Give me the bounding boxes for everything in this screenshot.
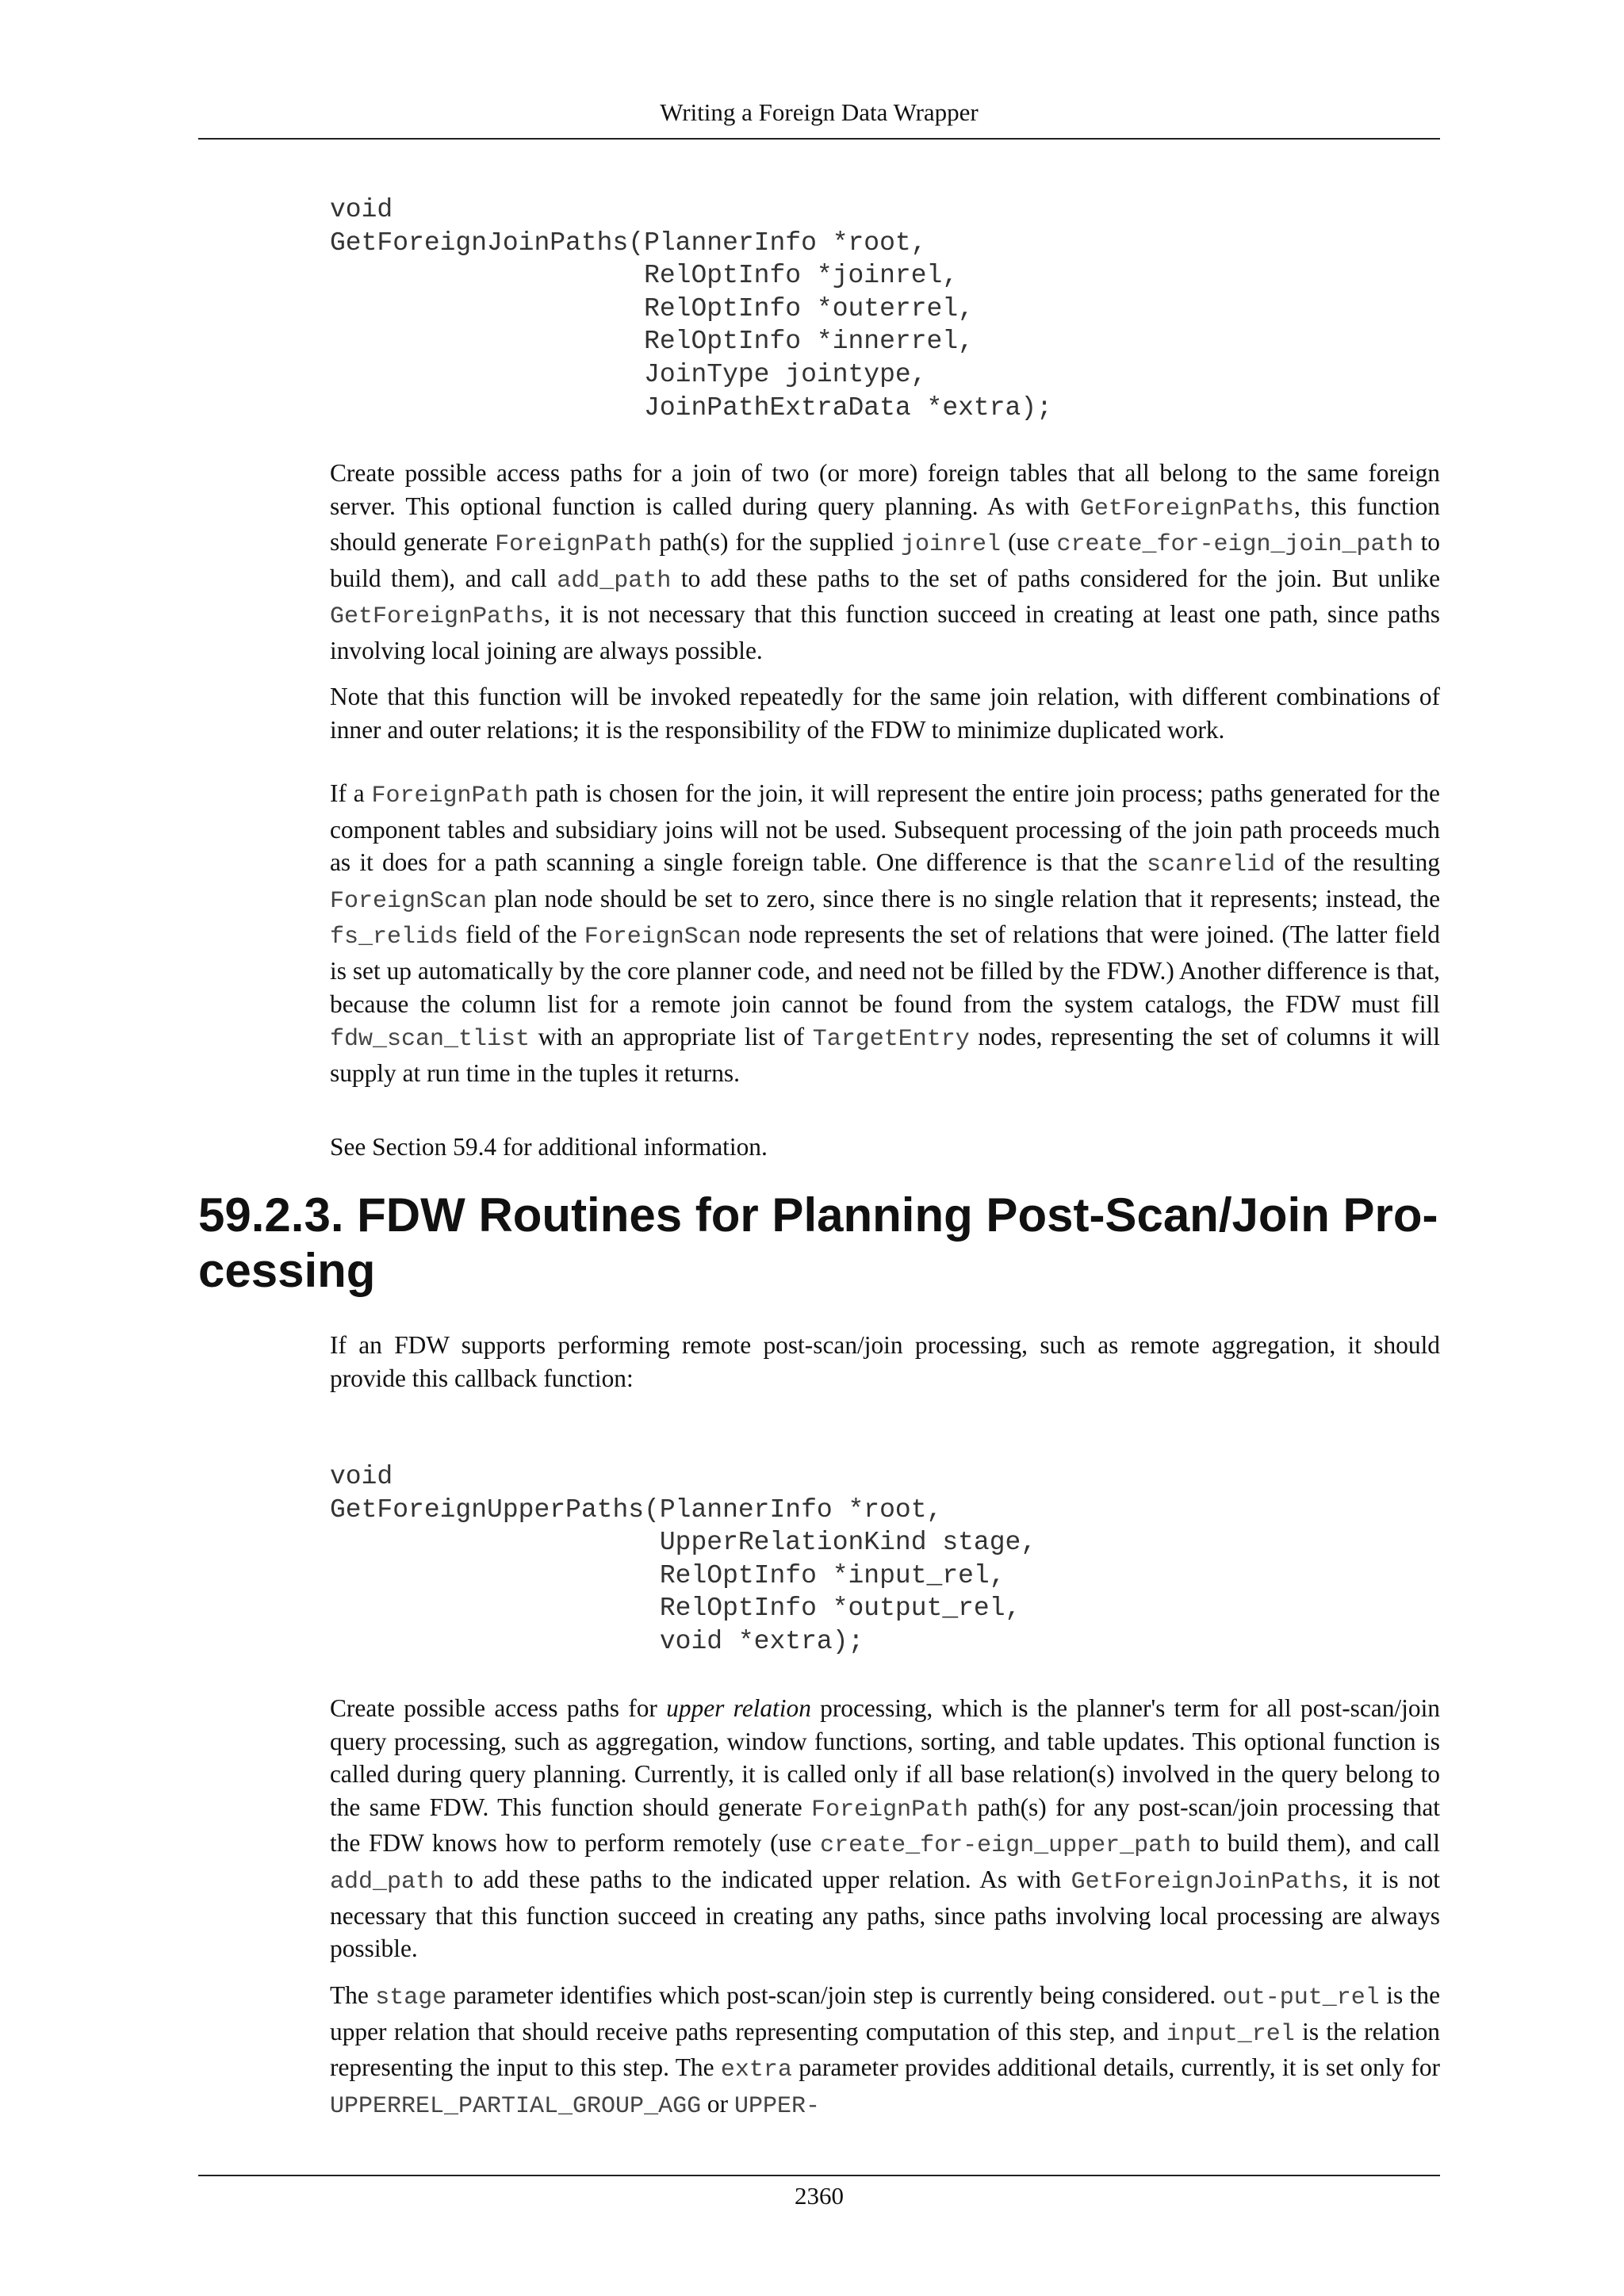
inline-code: ForeignScan: [330, 887, 488, 915]
code-line: GetForeignJoinPaths(PlannerInfo *root,: [330, 228, 927, 258]
text-run: path(s) for any post-scan/join processing that the FDW knows how to perform remotely (use: [330, 1793, 1440, 1858]
inline-code: add_path: [557, 567, 672, 595]
paragraph-text: [330, 1692, 1440, 1965]
code-line: GetForeignUpperPaths(PlannerInfo *root,: [330, 1494, 943, 1525]
paragraph-text: [330, 777, 1440, 1089]
text-run: parameter provides additional details, currently, it is set only for: [791, 2053, 1441, 2082]
code-line: void: [330, 195, 393, 224]
section-heading: 59.2.3. FDW Routines for Planning Post-Scan/Join Processing: [198, 1188, 1438, 1297]
code-line: void: [330, 1462, 393, 1491]
inline-code: GetForeignPaths: [330, 603, 545, 631]
paragraph-repeated-invocation: [330, 680, 1440, 746]
text-run: nodes, representing the set of columns it will supply at run time in the tuples it returns.: [330, 1023, 1440, 1087]
code-line: RelOptInfo *input_rel,: [330, 1560, 1005, 1590]
code-signature-getforeignjoinpaths: [330, 193, 1440, 424]
inline-code: UPPERREL_PARTIAL_GROUP_AGG: [330, 2092, 702, 2120]
inline-code: ForeignPath: [495, 531, 653, 559]
text-run: path is chosen for the join, it will represent the entire join process; paths generated for the component tables and subsidiary joins will not be used. Subsequent processing of the join path proceeds much as it does for a path scanning a single foreign table. One difference is that the: [330, 779, 1440, 877]
text-run: to add these paths to the indicated upper relation. As with: [444, 1865, 1071, 1893]
inline-code: UPPER-: [733, 2092, 820, 2120]
text-run: field of the: [458, 920, 584, 949]
text-run: or: [701, 2089, 734, 2118]
inline-code: ForeignPath: [371, 783, 529, 809]
paragraph-text: Note that this function will be invoked repeatedly for the same join relation, with different combinations of inner and outer relations; it is the responsibility of the FDW to minimize duplicated work.: [330, 683, 1440, 744]
code-block-upper-paths: [330, 1460, 1440, 1659]
inline-code: joinrel: [900, 531, 1002, 559]
code-line: RelOptInfo *innerrel,: [330, 327, 974, 357]
inline-code: ForeignPath: [811, 1796, 969, 1823]
running-header: Writing a Foreign Data Wrapper: [660, 98, 979, 126]
text-run: plan node should be set to zero, since there is no single relation that it represents; instead, the: [487, 884, 1440, 913]
inline-code: GetForeignJoinPaths: [1071, 1868, 1342, 1896]
code-line: UpperRelationKind stage,: [330, 1528, 1037, 1558]
text-run: node represents the set of relations that were joined. (The latter field is set up automatically by the core planner code, and need not be filled by the FDW.) Another difference is that, because the column list for a remote join cannot be found from the system catalogs, the FDW must fill: [330, 920, 1440, 1018]
text-run: to build them), and call: [1191, 1829, 1440, 1858]
text-run: The: [330, 1981, 376, 2009]
paragraph-text: [330, 1979, 1440, 2123]
inline-code: out-put_rel: [1222, 1984, 1380, 2011]
code-block-join-paths: [330, 193, 1440, 424]
inline-code: fdw_scan_tlist: [330, 1026, 530, 1054]
inline-code: TargetEntry: [812, 1026, 970, 1054]
text-run: with an appropriate list of: [530, 1023, 813, 1051]
inline-code: scanrelid: [1147, 851, 1276, 879]
inline-code: extra: [720, 2057, 792, 2084]
text-run: , it is not necessary that this function succeed in creating any paths, since paths involving local processing are always possible.: [330, 1865, 1440, 1963]
code-line: JoinPathExtraData *extra);: [330, 392, 1052, 423]
paragraph-upper-paths-description: [330, 1692, 1440, 1965]
text-run: (use: [1001, 528, 1057, 557]
paragraph-text: [330, 457, 1440, 668]
text-run: Create possible access paths for: [330, 1694, 667, 1722]
inline-code: create_for-eign_join_path: [1056, 531, 1414, 559]
text-run: parameter identifies which post-scan/join step is currently being considered.: [446, 1981, 1223, 2009]
text-run: path(s) for the supplied: [652, 528, 901, 557]
paragraph-text: See Section 59.4 for additional information.: [330, 1133, 768, 1161]
paragraph-stage-parameter: [330, 1979, 1440, 2123]
page-number: 2360: [795, 2182, 844, 2210]
paragraph-see-section: [330, 1131, 1440, 1164]
code-line: JoinType jointype,: [330, 359, 927, 389]
text-run: to add these paths to the set of paths considered for the join. But unlike: [671, 564, 1440, 592]
emphasis-term: upper relation: [666, 1694, 811, 1722]
inline-code: create_for-eign_upper_path: [820, 1832, 1192, 1860]
code-signature-getforeignupperpaths: [330, 1460, 1440, 1659]
code-line: RelOptInfo *output_rel,: [330, 1594, 1021, 1624]
text-run: processing, which is the planner's term for all post-scan/join query processing, such as aggregation, window functions, sorting, and table updates. This optional function is called during query planning. Currently, it is called only if all base relation(s) involved in the query belong to the same FDW. This function should generate: [330, 1694, 1440, 1821]
code-line: RelOptInfo *outerrel,: [330, 293, 974, 323]
inline-code: add_path: [330, 1868, 445, 1896]
paragraph-foreignpath-join: [330, 777, 1440, 1089]
text-run: is the upper relation that should receive paths representing computation of this step, and: [330, 1981, 1441, 2045]
text-run: , this function should generate: [330, 492, 1441, 557]
inline-code: GetForeignPaths: [1079, 495, 1294, 522]
footer-rule: [198, 2175, 1440, 2176]
text-run: , it is not necessary that this function succeed in creating at least one path, since paths involving local joining are always possible.: [330, 600, 1440, 664]
inline-code: fs_relids: [330, 924, 459, 951]
code-line: void *extra);: [330, 1626, 864, 1656]
code-line: RelOptInfo *joinrel,: [330, 261, 959, 291]
header-rule: [198, 138, 1440, 140]
text-run: of the resulting: [1275, 848, 1440, 877]
inline-code: input_rel: [1166, 2020, 1295, 2048]
inline-code: ForeignScan: [584, 924, 741, 951]
paragraph-post-scan-intro: [330, 1329, 1440, 1395]
text-run: Create possible access paths for a join of two (or more) foreign tables that all belong to the same foreign server. This optional function is called during query planning. As with: [330, 459, 1440, 520]
paragraph-text: If an FDW supports performing remote post-scan/join processing, such as remote aggregation, it should provide this callback function:: [330, 1331, 1440, 1392]
paragraph-join-paths-description: [330, 457, 1440, 668]
text-run: If a: [330, 779, 372, 807]
inline-code: stage: [375, 1984, 447, 2011]
text-run: to build them), and call: [330, 528, 1440, 592]
text-run: is the relation representing the input to this step. The: [330, 2017, 1440, 2082]
